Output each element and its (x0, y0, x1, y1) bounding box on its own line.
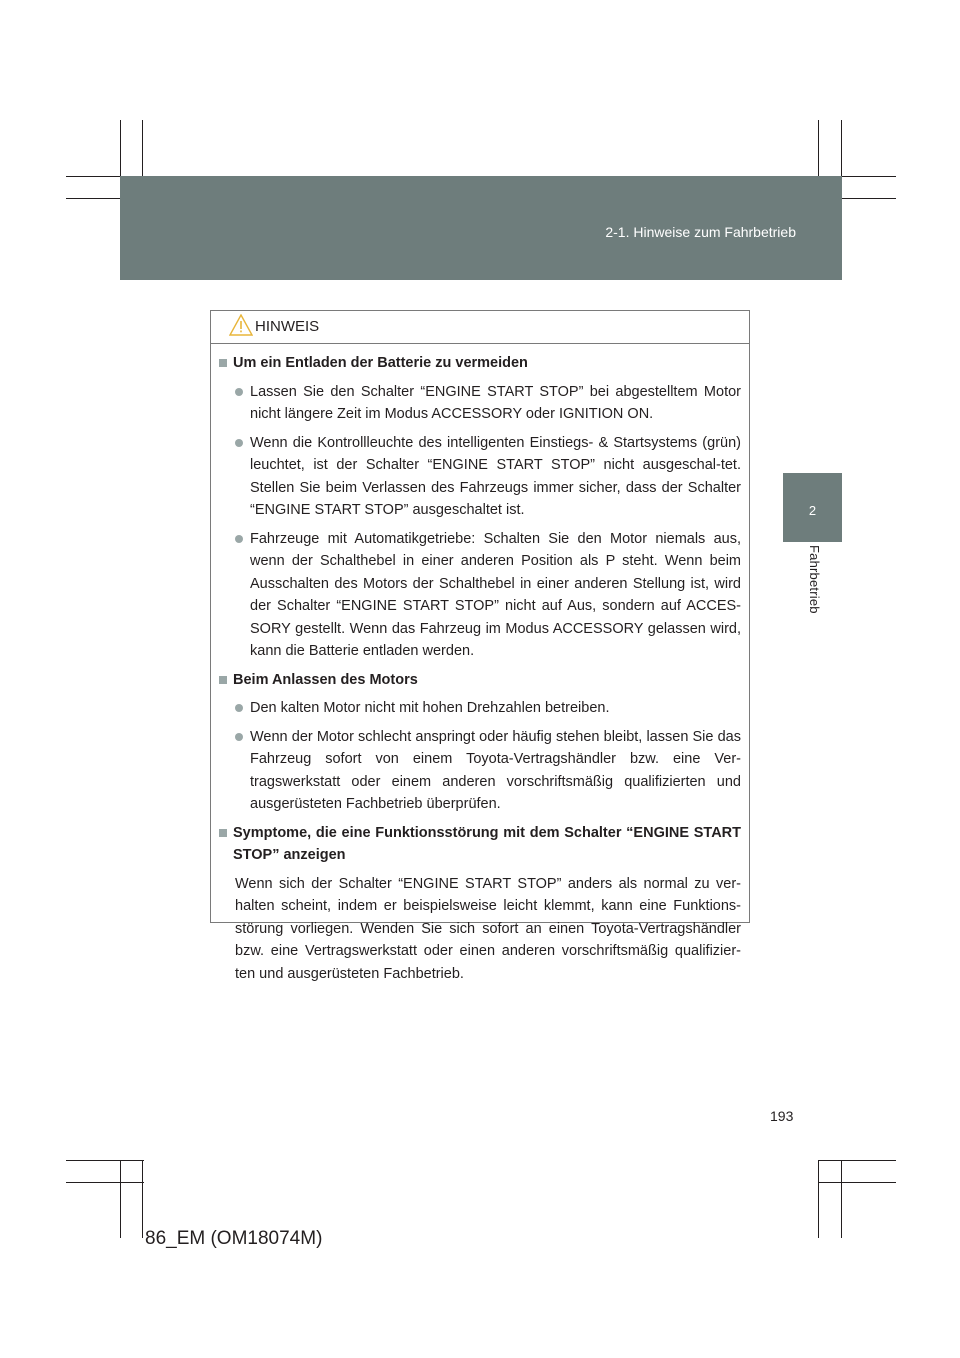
notice-section (219, 352, 741, 663)
section-heading-text: Symptome, die eine Funktionsstörung mit dem Schalter “ENGINE START STOP” anzeigen (233, 824, 741, 863)
list-item-text: Den kalten Motor nicht mit hohen Drehzahlen betreiben. (250, 700, 610, 716)
section-paragraph: Wenn sich der Schalter “ENGINE START STOP” anders als normal zu ver-halten scheint, indem er beispielsweise leicht klemmt, kann eine Funktions-störung vorliegen. Wenden Sie sich sofort an einen Toyota-Vertragshändler bzw. eine Vertragswerkstatt oder einen anderen vorschriftsmäßig qualifizier-ten und ausgerüsteten Fachbetrieb. (235, 875, 741, 982)
round-bullet-icon (235, 535, 243, 543)
list-item (219, 697, 741, 720)
notice-header (211, 311, 749, 344)
crop-mark (841, 1160, 842, 1238)
crop-mark (818, 1160, 819, 1238)
section-heading-text: Um ein Entladen der Batterie zu vermeiden (233, 355, 528, 371)
notice-title: HINWEIS (255, 318, 320, 335)
section-heading (219, 669, 741, 692)
list-item-text: Lassen Sie den Schalter “ENGINE START STOP” bei abgestelltem Motor nicht längere Zeit im Modus ACCESSORY oder IGNITION ON. (250, 383, 741, 422)
crop-mark (66, 1160, 144, 1161)
round-bullet-icon (235, 388, 243, 396)
list-item-text: Wenn die Kontrollleuchte des intelligenten Einstiegs- & Startsystems (grün) leuchtet, ist der Schalter “ENGINE START STOP” nicht ausgeschal-tet. Stellen Sie beim Verlassen des Fahrzeugs immer sicher, dass der Schalter “ENGINE START STOP” ausgeschaltet ist. (250, 434, 741, 518)
document-code: 86_EM (OM18074M) (145, 1228, 323, 1249)
list-item (219, 726, 741, 816)
square-bullet-icon (219, 359, 227, 367)
crop-mark (818, 1182, 896, 1183)
crop-mark (120, 1160, 121, 1238)
list-item-text: Wenn der Motor schlecht anspringt oder häufig stehen bleibt, lassen Sie das Fahrzeug sofort von einem Toyota-Vertragshändler bzw. eine Ver-tragswerkstatt oder einem anderen vorschriftsmäßig qualifizierten und ausgerüsteten Fachbetrieb überprüfen. (250, 728, 741, 812)
notice-box (210, 310, 750, 982)
square-bullet-icon (219, 676, 227, 684)
section-header: 2-1. Hinweise zum Fahrbetrieb (605, 224, 796, 240)
round-bullet-icon (235, 704, 243, 712)
chapter-tab (783, 473, 842, 542)
chapter-number: 2 (808, 503, 817, 518)
list-item (219, 528, 741, 663)
section-heading (219, 352, 741, 375)
warning-triangle-icon (229, 314, 253, 336)
section-heading-text: Beim Anlassen des Motors (233, 671, 418, 688)
chapter-label: Fahrbetrieb (807, 545, 822, 614)
crop-mark (818, 1160, 896, 1161)
section-heading (219, 822, 741, 867)
list-item (219, 432, 741, 522)
crop-mark (142, 1160, 143, 1238)
list-item-text: Fahrzeuge mit Automatikgetriebe: Schalten Sie den Motor niemals aus, wenn der Schalthebel in einer anderen Position als P steht. Wenn beim Ausschalten des Motors der Schalthebel in einer anderen Stellung ist, wird der Schalter “ENGINE START STOP” nicht auf Aus, sondern auf ACCES-SORY gestellt. Wenn das Fahrzeug im Modus ACCESSORY gelassen wird, kann die Batterie entladen werden. (250, 530, 741, 659)
square-bullet-icon (219, 829, 227, 837)
notice-body (211, 344, 749, 985)
list-item (219, 381, 741, 426)
header-band (120, 176, 842, 280)
crop-mark (66, 1182, 144, 1183)
round-bullet-icon (235, 733, 243, 741)
page-number: 193 (770, 1108, 794, 1124)
round-bullet-icon (235, 439, 243, 447)
notice-section (219, 822, 741, 986)
notice-section (219, 669, 741, 816)
